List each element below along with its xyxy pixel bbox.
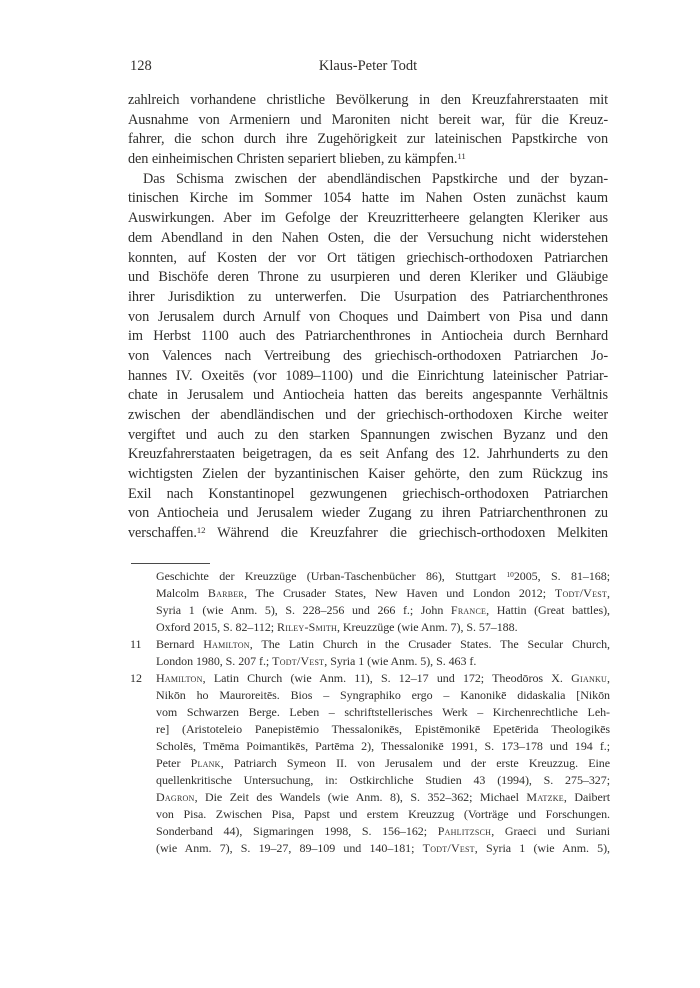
small-caps-name: Hamilton — [203, 637, 250, 651]
small-caps-name: Gianku — [571, 671, 608, 685]
body-line: ihrer Jurisdiktion zu unterwerfen. Die Usurpation des Patriarchenthrones — [128, 288, 608, 305]
body-line: konnten, auf Kosten der vor Ort tätigen griechisch-orthodoxen Patriarchen — [128, 249, 608, 266]
footnote-line: (wie Anm. 7), S. 19–27, 89–109 und 140–181; Todt/Vest, Syria 1 (wie Anm. 5), — [156, 841, 610, 855]
footnote-line: Oxford 2015, S. 82–112; Riley-Smith, Kreuzzüge (wie Anm. 7), S. 57–188. — [156, 620, 518, 634]
body-line: den einheimischen Christen separiert blieben, zu kämpfen.$^{11}$ — [128, 151, 466, 168]
body-line: Auswirkungen. Aber im Gefolge der Kreuzritterheere gelangten Kleriker aus — [128, 210, 608, 227]
footnote-line: von Pisa. Zwischen Pisa, Papst und erstem Kreuzzug (Vorträge und Forschungen. — [156, 807, 610, 821]
footnotes — [128, 568, 610, 857]
body-line: im Herbst 1100 auch des Patriarchenthrones in Antiocheia durch Bernhard — [128, 328, 608, 345]
footnote-separator-rule — [131, 563, 210, 564]
footnote-line: Peter Plank, Patriarch Symeon II. von Jerusalem und der erste Kreuzzug. Eine — [156, 756, 610, 770]
small-caps-name: Plank — [190, 756, 221, 770]
footnote-line: Syria 1 (wie Anm. 5), S. 228–256 und 266 f.; John France, Hattin (Great battles), — [156, 603, 610, 617]
superscript-number: 10 — [506, 569, 514, 579]
body-line: zahlreich vorhandene christliche Bevölkerung in den Kreuzfahrerstaaten mit — [128, 92, 608, 108]
footnote-line: quellenkritische Untersuchung, in: Ostkirchliche Studien 43 (1994), S. 275–327; — [156, 773, 610, 787]
body-line: von Valences nach Vertreibung des griechisch-orthodoxen Patriarchen Jo- — [128, 347, 608, 364]
body-line: tinischen Kirche im Sommer 1054 hatte im Nahen Osten zunächst kaum — [128, 190, 608, 207]
body-line: Exil nach Konstantinopel gezwungenen griechisch-orthodoxen Patriarchen — [128, 485, 608, 502]
body-line: von Antiocheia und Jerusalem wieder Zugang zu ihren Patriarchenthronen zu — [128, 505, 608, 522]
small-caps-name: Pahlitzsch — [437, 824, 492, 838]
footnote-line: 12 Hamilton, Latin Church (wie Anm. 11), S. 12–17 und 172; Theodōros X. Gianku, — [130, 671, 610, 685]
footnote-line: Nikōn ho Mauroreitēs. Bios – Syngraphiko ergo – Kanonikē didaskalia [Nikōn — [156, 688, 610, 702]
page-number: 128 — [130, 58, 152, 74]
footnote-line: re] (Aristoteleio Panepistēmio Thessalonikēs, Epistēmonikē Epetērida Theologikēs — [156, 722, 610, 736]
footnote-number: 11 — [130, 637, 142, 651]
body-text — [128, 91, 608, 544]
page-header — [128, 57, 608, 75]
small-caps-name: Matzke — [526, 790, 564, 804]
body-line: wichtigsten Zielen der byzantinischen Kaiser gehörte, den zum Rückzug ins — [128, 466, 608, 483]
small-caps-name: France — [450, 603, 487, 617]
body-line: dem Abendland in den Nahen Osten, die der Versuchung nicht widerstehen — [128, 229, 608, 246]
body-line: Ausnahme von Armeniern und Maroniten nicht bereit war, für die Kreuz- — [128, 111, 608, 128]
body-line: hannes IV. Oxeitēs (vor 1089–1100) und die Einrichtung lateinischer Patriar- — [128, 367, 608, 384]
footnote-line: Malcolm Barber, The Crusader States, New Haven und London 2012; Todt/Vest, — [156, 586, 610, 600]
footnote-line: Dagron, Die Zeit des Wandels (wie Anm. 8), S. 352–362; Michael Matzke, Daibert — [156, 790, 610, 804]
small-caps-name: Riley-Smith — [277, 620, 338, 634]
small-caps-name: Dagron — [156, 790, 195, 804]
small-caps-name: Todt/Vest — [422, 841, 475, 855]
body-line: und Bischöfe deren Throne zu usurpieren und deren Kleriker und Gläubige — [128, 269, 608, 286]
footnote-line: London 1980, S. 207 f.; Todt/Vest, Syria 1 (wie Anm. 5), S. 463 f. — [156, 654, 477, 668]
footnote-line: Scholēs, Tmēma Poimantikēs, Partēma 2), Thessalonikē 1991, S. 173–178 und 194 f.; — [156, 739, 610, 753]
small-caps-name: Barber — [207, 586, 244, 600]
body-line: von Jerusalem durch Arnulf von Choques und Daimbert von Pisa und dann — [128, 308, 608, 325]
body-line: chate in Jerusalem und Antiocheia hatten das bereits angespannte Verhältnis — [128, 387, 608, 404]
small-caps-name: Todt/Vest — [272, 654, 325, 668]
footnote-line: vom Schwarzen Berge. Leben – schriftstellerisches Werk – Kirchenrechtliche Leh- — [156, 705, 610, 719]
small-caps-name: Todt/Vest — [554, 586, 608, 600]
superscript-number: 11 — [457, 151, 466, 162]
footnote-line: Geschichte der Kreuzzüge (Urban-Taschenbücher 86), Stuttgart $^{10}$2005, S. 81–168; — [156, 569, 610, 583]
body-line: vergiftet und auch zu den starken Spannungen zwischen Byzanz und den — [128, 426, 608, 443]
superscript-number: 12 — [196, 525, 206, 536]
body-line: verschaffen.$^{12}$ Während die Kreuzfahrer die griechisch-orthodoxen Melkiten — [128, 525, 608, 542]
body-line: Kreuzfahrerstaaten beigetragen, da es seit Anfang des 12. Jahrhunderts zu den — [128, 446, 608, 463]
body-line: Das Schisma zwischen der abendländischen Papstkirche und der byzan- — [143, 170, 608, 187]
body-line: zwischen der abendländischen und der griechisch-orthodoxen Kirche weiter — [128, 407, 608, 423]
small-caps-name: Hamilton — [156, 671, 203, 685]
footnote-line: Sonderband 44), Sigmaringen 1998, S. 156–162; Pahlitzsch, Graeci und Suriani — [156, 824, 611, 838]
body-line: fahrer, die schon durch ihre Zugehörigkeit zur lateinischen Papstkirche von — [128, 131, 608, 148]
running-head: Klaus-Peter Todt — [318, 58, 418, 74]
footnote-line: 11 Bernard Hamilton, The Latin Church in the Crusader States. The Secular Church, — [130, 637, 611, 651]
footnote-number: 12 — [130, 671, 142, 685]
